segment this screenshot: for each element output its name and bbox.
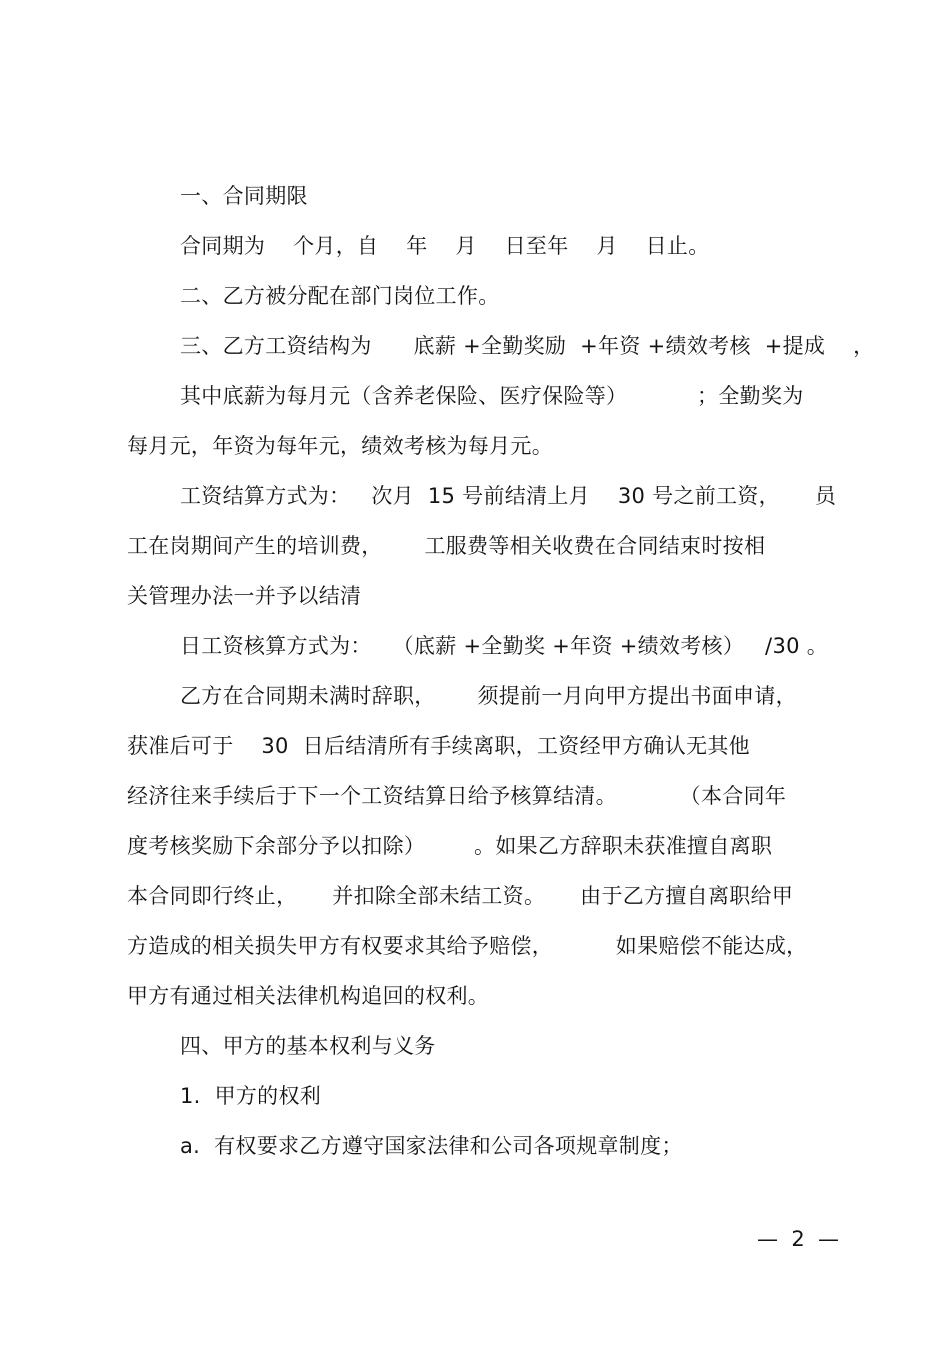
paragraph-line: 度考核奖励下余部分予以扣除） 。如果乙方辞职未获准擅自离职	[127, 834, 773, 858]
paragraph-line: 日工资核算方式为： （底薪 +全勤奖 +年资 +绩效考核） /30 。	[180, 634, 829, 658]
section-heading-contract-term: 一、合同期限	[180, 184, 308, 208]
paragraph-line: 工在岗期间产生的培训费， 工服费等相关收费在合同结束时按相	[127, 534, 766, 558]
paragraph-line: 经济往来手续后于下一个工资结算日给予核算结清。 （本合同年	[127, 784, 787, 808]
paragraph-line: 工资结算方式为： 次月 15 号前结清上月 30 号之前工资， 员	[180, 484, 837, 508]
paragraph-line: 乙方在合同期未满时辞职， 须提前一月向甲方提出书面申请，	[180, 684, 797, 708]
paragraph-line: 本合同即行终止， 并扣除全部未结工资。 由于乙方擅自离职给甲	[127, 884, 794, 908]
list-item: a. 有权要求乙方遵守国家法律和公司各项规章制度；	[180, 1134, 683, 1158]
page-number: — 2 —	[757, 1227, 840, 1251]
paragraph-line: 方造成的相关损失甲方有权要求其给予赔偿， 如果赔偿不能达成，	[127, 934, 808, 958]
paragraph-line: 获准后可于 30 日后结清所有手续离职，工资经甲方确认无其他	[127, 734, 750, 758]
paragraph-line: 合同期为 个月，自 年 月 日至年 月 日止。	[180, 234, 710, 258]
paragraph-line: 每月元，年资为每年元，绩效考核为每月元。	[127, 434, 553, 458]
subsection-heading: 1. 甲方的权利	[180, 1084, 322, 1108]
paragraph-line: 甲方有通过相关法律机构追回的权利。	[127, 984, 490, 1008]
section-heading-salary-structure: 三、乙方工资结构为 底薪 +全勤奖励 +年资 +绩效考核 +提成 ，	[180, 334, 875, 358]
section-heading-party-a-rights: 四、甲方的基本权利与义务	[180, 1034, 436, 1058]
paragraph-line: 其中底薪为每月元（含养老保险、医疗保险等） ；全勤奖为	[180, 384, 804, 408]
section-heading-assignment: 二、乙方被分配在部门岗位工作。	[180, 284, 500, 308]
paragraph-line: 关管理办法一并予以结清	[127, 584, 362, 608]
